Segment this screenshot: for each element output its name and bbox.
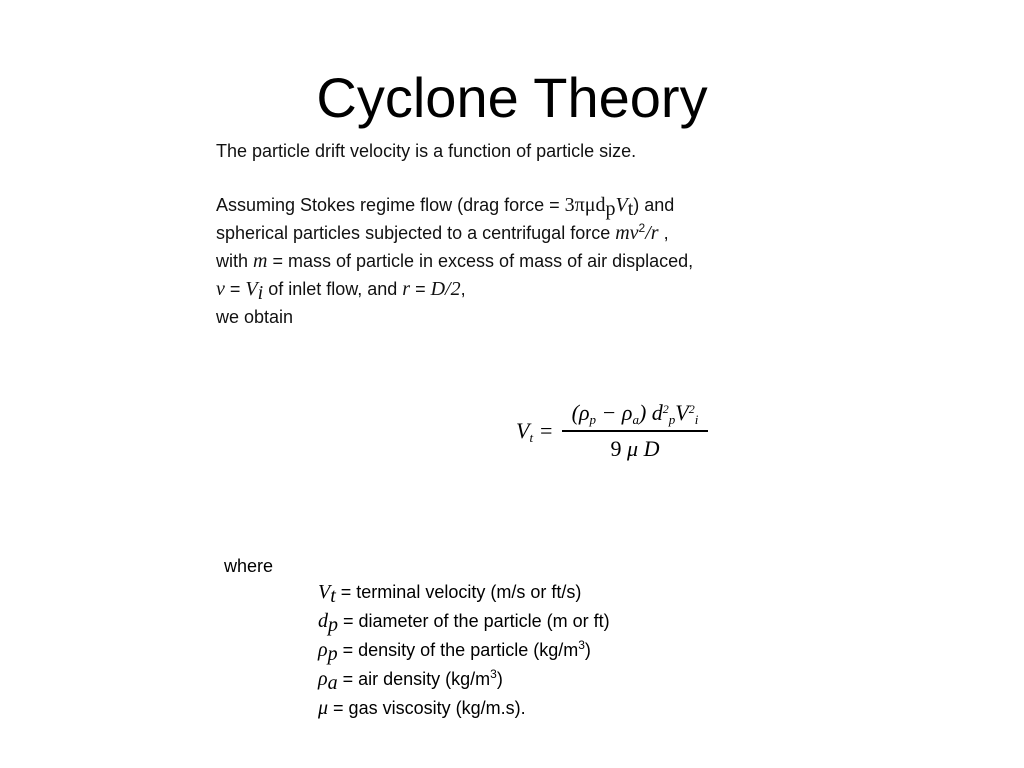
- definition-superscript: 3: [490, 667, 497, 681]
- intro-text: The particle drift velocity is a function of particle size.: [216, 141, 637, 161]
- fraction-bar: [562, 430, 708, 432]
- definition-tail: ): [584, 640, 591, 660]
- assumption-line-1: Assuming Stokes regime flow (drag force = $3\pi\mu d_pV_t$) and: [216, 194, 675, 220]
- assumption-paragraph: [216, 191, 693, 331]
- definition-item: [318, 694, 610, 723]
- definition-symbol: μ: [318, 697, 329, 719]
- assumption-line-3: with m = mass of particle in excess of mass of air displaced,: [216, 250, 694, 272]
- definition-subscript: a: [327, 672, 338, 694]
- assumption-line-2: spherical particles subjected to a centrifugal force $mv^2/r$ ,: [216, 221, 669, 244]
- definition-text: = gas viscosity (kg/m.s).: [328, 698, 526, 718]
- definition-item: [318, 578, 610, 607]
- definition-subscript: t: [330, 585, 336, 607]
- definition-text: = terminal velocity (m/s or ft/s): [335, 582, 582, 602]
- formula-numerator: $(\rho_p - \rho_a)$ $d^2_pV^2_i$: [571, 400, 699, 427]
- formula-lhs: $V_t$ =: [516, 418, 554, 445]
- definition-subscript: p: [328, 614, 338, 636]
- definition-symbol: ρ: [318, 668, 328, 690]
- definition-symbol: V: [318, 581, 331, 603]
- definition-text: = diameter of the particle (m or ft): [338, 611, 610, 631]
- definition-item: [318, 665, 610, 694]
- where-label: where: [224, 556, 274, 576]
- assumption-line-4: $v = V_i$ of inlet flow, and r = D/2,: [216, 278, 466, 304]
- definition-text: = air density (kg/m: [337, 669, 491, 689]
- definition-symbol: d: [318, 610, 328, 632]
- definition-item: [318, 607, 610, 636]
- formula-fraction: [562, 398, 708, 464]
- slide-title: Cyclone Theory: [316, 66, 708, 129]
- definition-symbol: ρ: [318, 639, 328, 661]
- definition-item: [318, 636, 610, 665]
- definition-tail: ): [496, 669, 503, 689]
- formula-denominator: 9 μ D: [610, 435, 660, 461]
- definitions-list: [318, 578, 610, 723]
- definition-subscript: p: [327, 643, 338, 665]
- assumption-line-5: we obtain: [216, 307, 294, 327]
- definition-text: = density of the particle (kg/m: [337, 640, 579, 660]
- definition-superscript: 3: [578, 638, 585, 652]
